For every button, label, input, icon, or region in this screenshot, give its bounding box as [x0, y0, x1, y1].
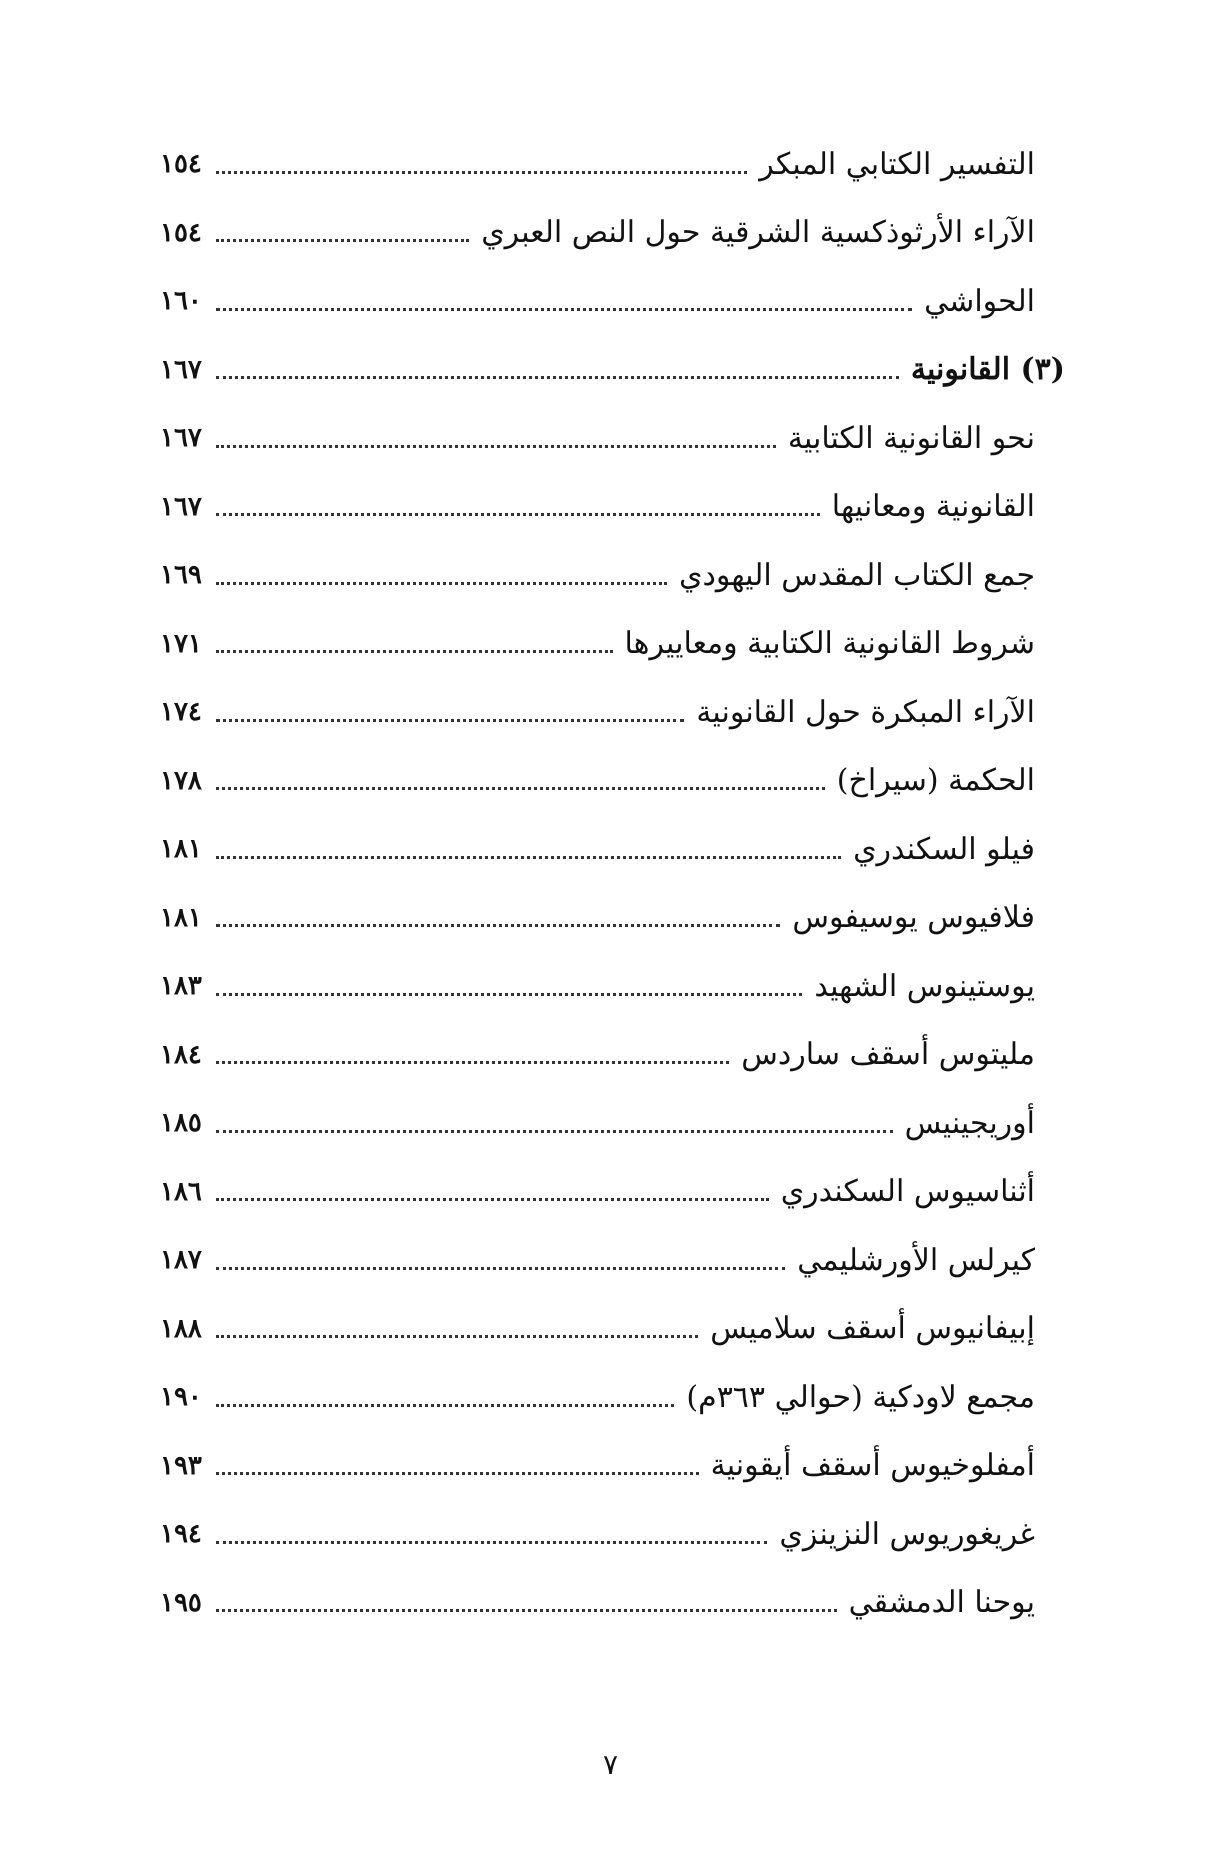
toc-entry	[160, 1021, 1065, 1090]
toc-entry-title: الآراء المبكرة حول القانونية	[696, 694, 1035, 730]
toc-entry	[160, 952, 1065, 1021]
toc-entry-page-number: ١٦٠	[160, 286, 202, 317]
toc-entry-title: يوحنا الدمشقي	[848, 1585, 1035, 1621]
toc-entry	[160, 1363, 1065, 1432]
dot-leader	[216, 1061, 729, 1064]
toc-entry-page-number: ١٦٧	[160, 423, 202, 454]
dot-leader	[216, 308, 912, 311]
dot-leader	[216, 582, 667, 585]
toc-entry-title: أوريجينيس	[904, 1105, 1035, 1141]
toc-entry	[160, 1432, 1065, 1501]
toc-entry-page-number: ١٨٣	[160, 971, 202, 1002]
toc-entry-title: الآراء الأرثوذكسية الشرقية حول النص العبري	[481, 215, 1035, 251]
dot-leader	[216, 1198, 769, 1201]
toc-entry-page-number: ١٨١	[160, 902, 202, 933]
toc-entry	[160, 747, 1065, 816]
dot-leader	[216, 1472, 699, 1475]
toc-entry	[160, 1569, 1065, 1638]
toc-entry	[160, 1158, 1065, 1227]
toc-entry-page-number: ١٧٤	[160, 697, 202, 728]
dot-leader	[216, 993, 802, 996]
toc-entry-page-number: ١٩٤	[160, 1519, 202, 1550]
toc-entry	[160, 199, 1065, 268]
toc-entry-page-number: ١٨٦	[160, 1176, 202, 1207]
toc-entry-title: الحكمة (سيراخ)	[836, 763, 1035, 799]
toc-entry-page-number: ١٧٨	[160, 765, 202, 796]
dot-leader	[216, 719, 684, 722]
toc-entry-title: شروط القانونية الكتابية ومعاييرها	[624, 626, 1035, 662]
toc-entry-page-number: ١٥٤	[160, 217, 202, 248]
dot-leader	[216, 1404, 674, 1407]
dot-leader	[216, 376, 899, 379]
dot-leader	[216, 1609, 837, 1612]
dot-leader	[216, 856, 841, 859]
toc-entry	[160, 130, 1065, 199]
toc-entry-title: فلافيوس يوسيفوس	[792, 900, 1035, 936]
toc-entry-title: القانونية ومعانيها	[831, 489, 1035, 525]
dot-leader	[216, 445, 776, 448]
dot-leader	[216, 787, 825, 790]
toc-entry-title: نحو القانونية الكتابية	[787, 420, 1035, 456]
dot-leader	[216, 924, 780, 927]
toc-entry-page-number: ١٦٧	[160, 354, 202, 385]
dot-leader	[216, 1541, 767, 1544]
toc-entry-page-number: ١٨٤	[160, 1039, 202, 1070]
toc-entry-title: التفسير الكتابي المبكر	[759, 146, 1035, 182]
dot-leader	[216, 171, 747, 174]
toc-entry-page-number: ١٨٨	[160, 1313, 202, 1344]
toc-entry-page-number: ١٩٥	[160, 1587, 202, 1618]
toc-entry-title: مليتوس أسقف ساردس	[741, 1037, 1035, 1073]
toc-entry-title: (٣) القانونية	[910, 352, 1065, 388]
toc-entry-page-number: ١٩٣	[160, 1450, 202, 1481]
dot-leader	[216, 1335, 698, 1338]
toc-entry-title: فيلو السكندري	[853, 831, 1035, 867]
toc-entry-page-number: ١٨٥	[160, 1108, 202, 1139]
toc-entry-title: الحواشي	[924, 283, 1035, 319]
toc-entry-page-number: ١٦٩	[160, 560, 202, 591]
toc-entry	[160, 1500, 1065, 1569]
toc-entry	[160, 404, 1065, 473]
toc-entry	[160, 815, 1065, 884]
toc-entry-page-number: ١٥٤	[160, 149, 202, 180]
toc-entry-page-number: ١٦٧	[160, 491, 202, 522]
toc-entry-title: إبيفانيوس أسقف سلاميس	[710, 1311, 1035, 1347]
toc-entry-title: جمع الكتاب المقدس اليهودي	[678, 557, 1035, 593]
dot-leader	[216, 650, 613, 653]
toc-entry	[160, 473, 1065, 542]
toc-entry-page-number: ١٨١	[160, 834, 202, 865]
dot-leader	[216, 1267, 785, 1270]
dot-leader	[216, 1130, 893, 1133]
toc-entry-title: أثناسيوس السكندري	[780, 1174, 1035, 1210]
toc-entry-title: كيرلس الأورشليمي	[797, 1242, 1035, 1278]
toc-entry	[160, 267, 1065, 336]
toc-entry	[160, 678, 1065, 747]
toc-entry-title: مجمع لاودكية (حوالي ٣٦٣م)	[686, 1379, 1035, 1415]
toc-entry	[160, 1295, 1065, 1364]
toc-entry-page-number: ١٧١	[160, 628, 202, 659]
toc-entry	[160, 884, 1065, 953]
table-of-contents	[160, 130, 1065, 1637]
toc-entry	[160, 541, 1065, 610]
toc-entry-title: يوستينوس الشهيد	[814, 968, 1035, 1004]
toc-entry	[160, 1226, 1065, 1295]
toc-entry	[160, 610, 1065, 679]
toc-entry-title: أمفلوخيوس أسقف أيقونية	[710, 1448, 1035, 1484]
toc-entry	[160, 336, 1065, 405]
toc-entry-title: غريغوريوس النزينزي	[779, 1516, 1035, 1552]
page-number: ٧	[602, 1748, 619, 1781]
toc-entry-page-number: ١٩٠	[160, 1382, 202, 1413]
toc-entry	[160, 1089, 1065, 1158]
dot-leader	[216, 239, 469, 242]
dot-leader	[216, 513, 820, 516]
toc-entry-page-number: ١٨٧	[160, 1245, 202, 1276]
